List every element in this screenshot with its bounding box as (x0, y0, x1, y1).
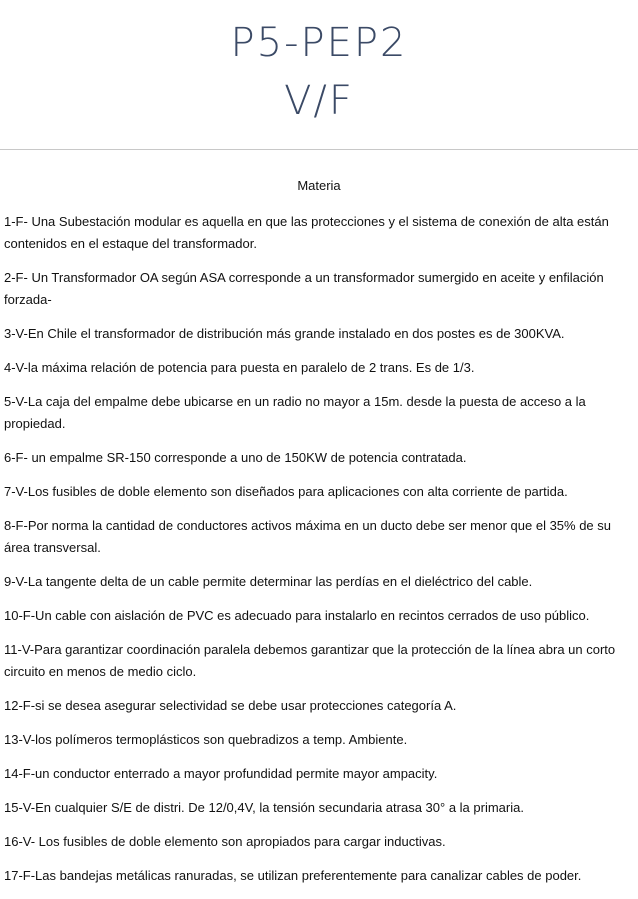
statement-item: 17-F-Las bandejas metálicas ranuradas, se utilizan preferentemente para canalizar cables de poder. (4, 868, 582, 883)
statement-item: 12-F-si se desea asegurar selectividad se debe usar protecciones categoría A. (4, 698, 457, 713)
statement-item: 1-F- Una Subestación modular es aquella en que las protecciones y el sistema de conexión de alta están contenidos en el estaque del transformador. (4, 214, 609, 251)
statement-item: 8-F-Por norma la cantidad de conductores activos máxima en un ducto debe ser menor que el 35% de su área transversal. (4, 518, 612, 555)
statement-item: 15-V-En cualquier S/E de distri. De 12/0,4V, la tensión secundaria atrasa 30° a la primaria. (4, 800, 524, 815)
statement-item: 7-V-Los fusibles de doble elemento son diseñados para aplicaciones con alta corriente de partida. (4, 484, 568, 499)
statement-list (4, 211, 634, 899)
statement-item: 11-V-Para garantizar coordinación paralela debemos garantizar que la protección de la línea abra un corto circuito en menos de medio ciclo. (4, 642, 616, 679)
statement-item: 6-F- un empalme SR-150 corresponde a uno de 150KW de potencia contratada. (4, 450, 467, 465)
title-line-2: V/F (284, 78, 354, 124)
statement-item: 5-V-La caja del empalme debe ubicarse en un radio no mayor a 15m. desde la puesta de acceso a la propiedad. (4, 394, 586, 431)
statement-item: 2-F- Un Transformador OA según ASA corresponde a un transformador sumergido en aceite y enfilación forzada- (4, 270, 604, 307)
statement-item: 14-F-un conductor enterrado a mayor profundidad permite mayor ampacity. (4, 766, 438, 781)
statement-item: 4-V-la máxima relación de potencia para puesta en paralelo de 2 trans. Es de 1/3. (4, 360, 475, 375)
subject-heading: Materia (297, 178, 341, 193)
statement-item: 3-V-En Chile el transformador de distribución más grande instalado en dos postes es de 300KVA. (4, 326, 565, 341)
statement-item: 9-V-La tangente delta de un cable permite determinar las perdías en el dieléctrico del cable. (4, 574, 533, 589)
statement-item: 10-F-Un cable con aislación de PVC es adecuado para instalarlo en recintos cerrados de uso público. (4, 608, 590, 623)
title-divider (0, 149, 638, 150)
title-line-1: P5-PEP2 (230, 20, 408, 66)
statement-item: 16-V- Los fusibles de doble elemento son apropiados para cargar inductivas. (4, 834, 446, 849)
document-title (0, 0, 638, 144)
statement-item: 13-V-los polímeros termoplásticos son quebradizos a temp. Ambiente. (4, 732, 408, 747)
